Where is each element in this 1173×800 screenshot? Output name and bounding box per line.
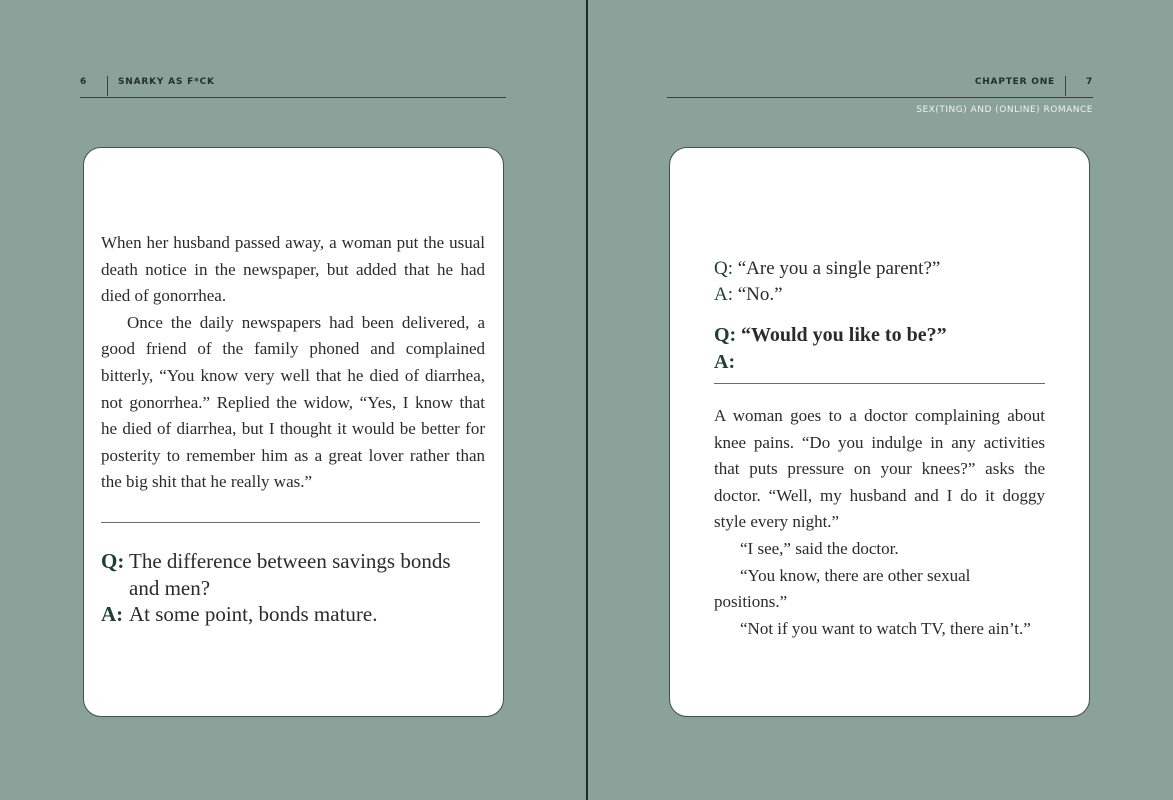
left-page-number: 6 [80, 77, 88, 87]
book-spine [586, 0, 588, 800]
answer-text: “No.” [737, 284, 783, 305]
right-story-paragraph: “Not if you want to watch TV, there ain’t.” [740, 618, 1031, 638]
answer-label: A: [714, 284, 733, 305]
right-story [714, 403, 1045, 642]
right-story-paragraph: “You know, there are other sexual positions.” [714, 565, 971, 612]
right-story-paragraph: A woman goes to a doctor complaining about knee pains. “Do you indulge in any activities that puts pressure on your knees?” asks the doctor. “Well, my husband and I do it doggy style every night.” [714, 406, 1045, 532]
answer-text: At some point, bonds mature. [129, 602, 378, 626]
right-page-number: 7 [1085, 77, 1093, 87]
question-text: The difference between savings bonds and men? [129, 549, 451, 600]
left-story [101, 230, 485, 496]
question-text: “Are you a single parent?” [737, 258, 941, 279]
left-qa [101, 548, 485, 628]
answer-label: A: [101, 602, 124, 626]
left-running-title: SNARKY AS F*CK [118, 77, 215, 87]
left-divider [101, 522, 480, 523]
left-story-paragraph: Once the daily newspapers had been delivered, a good friend of the family phoned and complained bitterly, “You know very well that he died of diarrhea, not gonorrhea.” Replied the widow, “Yes, I know that he died of diarrhea, but I thought it would be better for posterity to remember him as a great lover rather than the big shit that he really was.” [101, 312, 485, 492]
right-chapter-label: CHAPTER ONE [974, 77, 1055, 87]
left-header-rule [80, 97, 506, 98]
right-chapter-subtitle: SEX(TING) AND (ONLINE) ROMANCE [916, 105, 1093, 115]
question-label: Q: [101, 549, 125, 573]
question-label: Q: [714, 258, 733, 279]
right-divider [714, 383, 1045, 384]
answer-label: A: [714, 351, 736, 373]
question-label: Q: [714, 324, 737, 346]
right-header-rule [667, 97, 1093, 98]
question-text: “Would you like to be?” [740, 324, 947, 346]
left-header-separator [107, 76, 108, 96]
right-header-separator [1065, 76, 1066, 96]
right-story-paragraph: “I see,” said the doctor. [740, 538, 899, 558]
right-qa [714, 256, 1045, 376]
left-story-paragraph: When her husband passed away, a woman put the usual death notice in the newspaper, but added that he had died of gonorrhea. [101, 233, 485, 306]
